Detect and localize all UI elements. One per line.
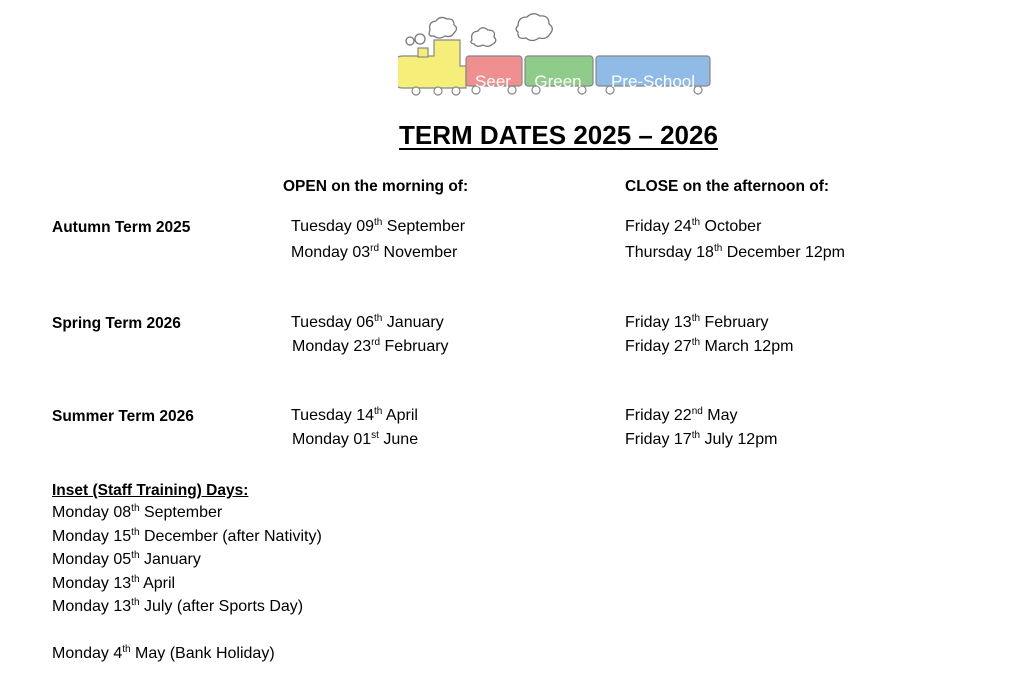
inset-day: Monday 13th July (after Sports Day) [52,597,304,615]
inset-day: Monday 05th January [52,550,201,568]
bank-holiday: Monday 4th May (Bank Holiday) [52,644,275,662]
term-name: Summer Term 2026 [52,408,194,425]
open-date: Tuesday 09th September [291,217,466,235]
open-date: Tuesday 14th April [291,406,418,424]
close-date: Friday 17th July 12pm [625,430,778,448]
close-date: Friday 13th February [625,313,769,331]
inset-day: Monday 13th April [52,574,176,592]
close-date: Friday 24th October [625,217,762,235]
inset-day: Monday 08th September [52,503,223,521]
open-date: Monday 03rd November [291,243,458,261]
term-name: Autumn Term 2025 [52,219,191,236]
open-date: Tuesday 06th January [291,313,444,331]
logo-word-seer: Seer [475,72,511,91]
logo-word-green: Green [534,72,582,91]
close-column-header: CLOSE on the afternoon of: [625,178,830,195]
close-date: Friday 27th March 12pm [625,337,794,355]
open-column-header: OPEN on the morning of: [283,178,469,195]
page-title: TERM DATES 2025 – 2026 [399,120,718,150]
logo-word-preschool: Pre-School [610,72,696,91]
close-date: Friday 22nd May [625,406,738,424]
open-date: Monday 01st June [292,430,419,448]
inset-day: Monday 15th December (after Nativity) [52,527,322,545]
inset-days-heading: Inset (Staff Training) Days: [52,482,249,499]
term-name: Spring Term 2026 [52,315,181,332]
open-date: Monday 23rd February [292,337,449,355]
close-date: Thursday 18th December 12pm [625,243,845,261]
preschool-logo [398,12,714,96]
